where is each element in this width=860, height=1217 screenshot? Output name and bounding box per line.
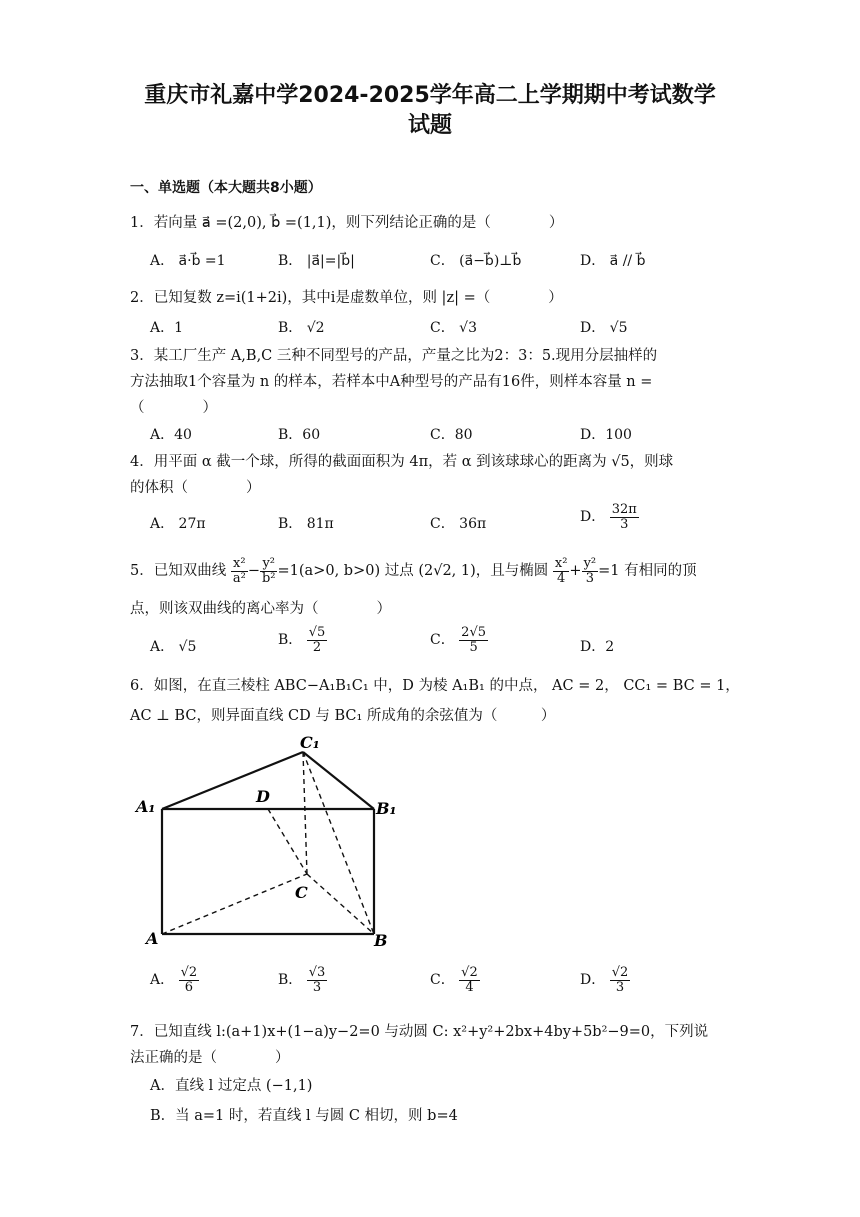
question-6-line1: 6．如图，在直三棱柱 ABC−A₁B₁C₁ 中，D 为棱 A₁B₁ 的中点， AC = 2， CC₁ = BC = 1， xyxy=(130,678,740,694)
edge-c-b xyxy=(307,874,374,934)
prism-solid-edges xyxy=(162,752,374,934)
q5-option-b: B． $\frac{√5}{2}$ xyxy=(278,625,326,655)
label-b1: B₁ xyxy=(376,799,397,818)
question-3-line1: 3．某工厂生产 A,B,C 三种不同型号的产品，产量之比为2：3：5.现用分层抽样的 xyxy=(130,348,658,364)
q4-option-d xyxy=(580,503,639,531)
hyperbola-term1: $\frac{\text{x²}}{\text{a²}}$ xyxy=(232,556,246,586)
q1-option-d: D． a⃗ // b⃗ xyxy=(580,253,646,269)
edge-a-c xyxy=(162,874,307,934)
prism-figure xyxy=(130,728,410,958)
question-7-line2: 法正确的是（ ） xyxy=(130,1050,290,1066)
q5-option-c: C． $\frac{2√5}{5}$ xyxy=(430,625,486,655)
label-d: D xyxy=(256,787,270,806)
section-header: 一、单选题（本大题共8小题） xyxy=(130,180,322,196)
edge-a1-c1 xyxy=(162,752,303,809)
edge-c1-c xyxy=(303,752,307,874)
q5-option-a: A． √5 xyxy=(150,639,197,655)
label-c1: C₁ xyxy=(300,733,320,752)
q3-option-d: D．100 xyxy=(580,427,632,443)
q4-option-c: C． 36π xyxy=(430,516,487,532)
question-3-line2: 方法抽取1个容量为 n 的样本，若样本中A种型号的产品有16件，则样本容量 n = xyxy=(130,374,653,390)
question-4-line1: 4．用平面 α 截一个球，所得的截面面积为 4π，若 α 到该球球心的距离为 √5，则球 xyxy=(130,454,674,470)
q4-option-a: A． 27π xyxy=(150,516,206,532)
label-a: A xyxy=(146,929,159,948)
question-5-line2: 点，则该双曲线的离心率为（ ） xyxy=(130,601,391,617)
question-5-line1: 5．已知双曲线 $\frac{\text{x²}}{\text{a²}}$ − $\frac{\text{y²}}{\text{b²}}$ =1(a>0, b>0) 过点 (2√2, 1)，且与椭圆 $\frac{\text{x²}}{4}$ + $\frac{\text{y²}}{3}$ =1 有相同的顶 xyxy=(130,556,697,586)
question-2-text: 2．已知复数 z=i(1+2i)，其中i是虚数单位，则 |z| =（ ） xyxy=(130,290,563,306)
q1-option-a: A． a⃗·b⃗ =1 xyxy=(150,253,226,269)
q6-option-d: D． $\frac{√2}{3}$ xyxy=(580,965,629,995)
question-6-line2: AC ⊥ BC，则异面直线 CD 与 BC₁ 所成角的余弦值为（ ） xyxy=(130,708,556,724)
label-c: C xyxy=(295,883,308,902)
q5-option-d: D．2 xyxy=(580,639,615,655)
q1-option-b: B． |a⃗|=|b⃗| xyxy=(278,253,355,269)
q6-option-c: C． $\frac{√2}{4}$ xyxy=(430,965,478,995)
question-7-line1: 7．已知直线 l:(a+1)x+(1−a)y−2=0 与动圆 C: x²+y²+2bx+4by+5b²−9=0，下列说 xyxy=(130,1024,709,1040)
prism-hidden-edges xyxy=(162,752,374,934)
q4-option-d-label: D． xyxy=(580,509,606,526)
q6-option-a: A． $\frac{√2}{6}$ xyxy=(150,965,198,995)
hyperbola-term2: $\frac{\text{y²}}{\text{b²}}$ xyxy=(261,556,276,586)
q3-option-b: B．60 xyxy=(278,427,321,443)
q2-option-d: D． √5 xyxy=(580,320,628,336)
question-3-line3: （ ） xyxy=(130,400,217,416)
q2-option-c: C． √3 xyxy=(430,320,477,336)
q7-option-a: A．直线 l 过定点 (−1,1) xyxy=(150,1078,313,1094)
label-b: B xyxy=(374,931,388,950)
q6-option-b: B． $\frac{√3}{3}$ xyxy=(278,965,326,995)
q7-option-b: B．当 a=1 时，若直线 l 与圆 C 相切，则 b=4 xyxy=(150,1108,458,1124)
question-4-line2: 的体积（ ） xyxy=(130,480,261,496)
q2-option-b: B． √2 xyxy=(278,320,325,336)
edge-d-c xyxy=(268,809,307,874)
q4-option-b: B． 81π xyxy=(278,516,334,532)
q3-option-c: C．80 xyxy=(430,427,473,443)
label-a1: A₁ xyxy=(136,797,156,816)
q1-option-c: C． (a⃗−b⃗)⊥b⃗ xyxy=(430,253,522,269)
q3-option-a: A．40 xyxy=(150,427,192,443)
q4-option-d-fraction: $\frac{32\pi}{3}$ xyxy=(611,502,637,532)
question-1-text: 1．若向量 a⃗ =(2,0), b⃗ =(1,1)，则下列结论正确的是（ ） xyxy=(130,215,564,231)
page-title-line1: 重庆市礼嘉中学2024-2025学年高二上学期期中考试数学 xyxy=(144,83,716,108)
page-title-line2: 试题 xyxy=(407,113,452,138)
q2-option-a: A．1 xyxy=(150,320,184,336)
ellipse-term1: $\frac{\text{x²}}{4}$ xyxy=(554,556,568,586)
ellipse-term2: $\frac{\text{y²}}{3}$ xyxy=(583,556,597,586)
